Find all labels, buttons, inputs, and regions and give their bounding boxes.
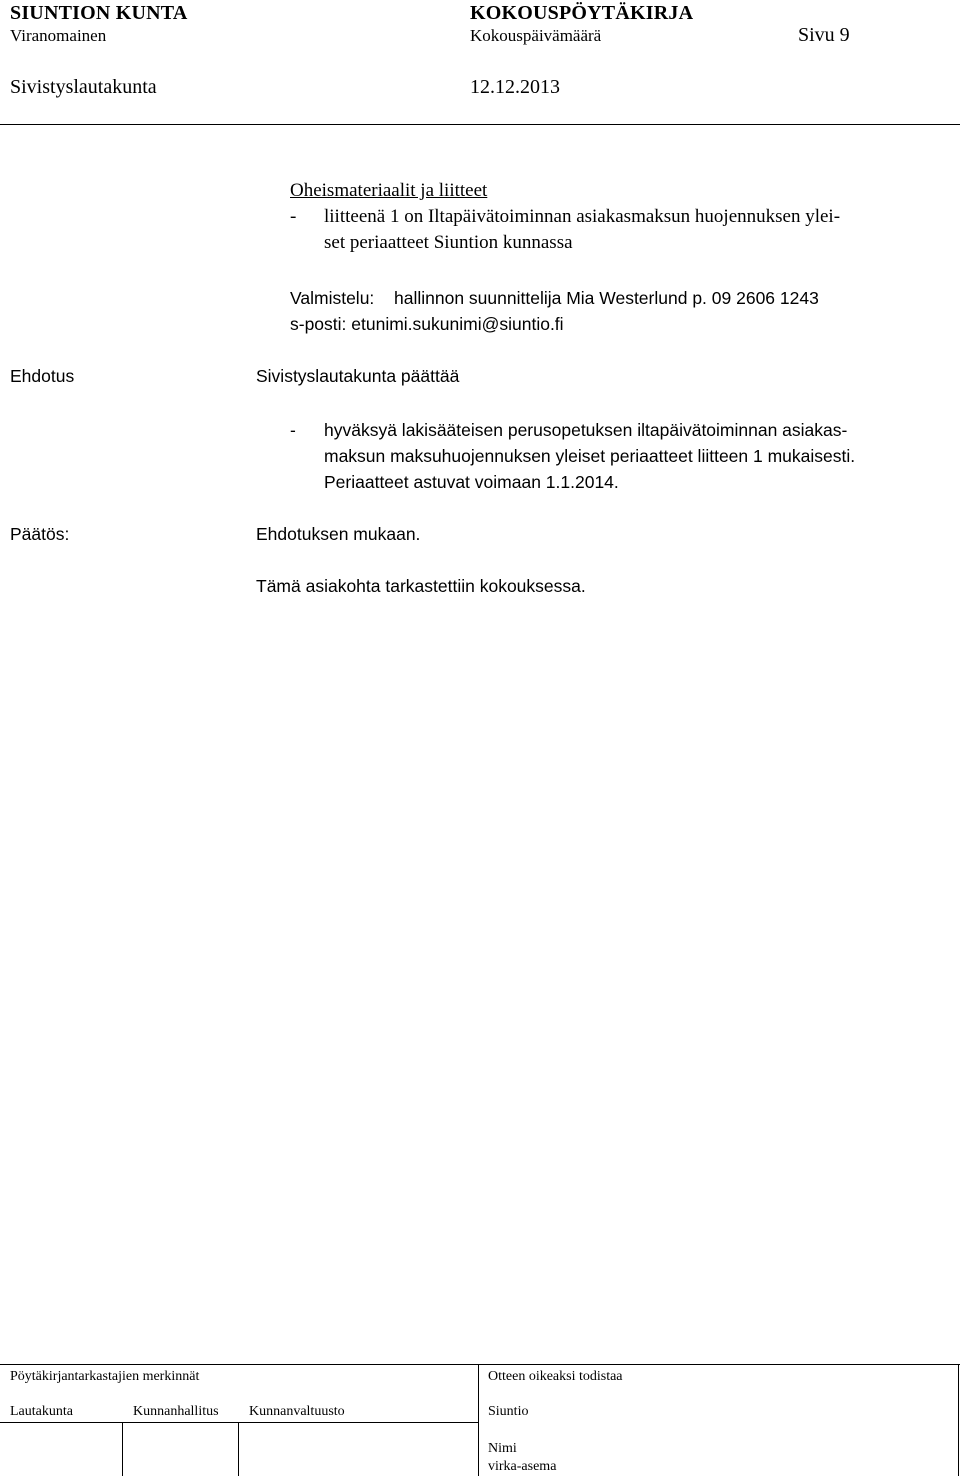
decision-note: Tämä asiakohta tarkastettiin kokouksessa.: [256, 576, 586, 596]
attachments-dash: -: [290, 206, 297, 227]
certified-label: Otteen oikeaksi todistaa: [488, 1369, 623, 1384]
document-type: KOKOUSPÖYTÄKIRJA: [470, 2, 694, 24]
footer-place: Siuntio: [488, 1404, 529, 1419]
footer-col-divider-2: [238, 1422, 239, 1476]
proposal-line-2: maksun maksuhuojennuksen yleiset periaatteet liitteen 1 mukaisesti.: [324, 446, 856, 466]
preparation-label: Valmistelu:: [290, 288, 375, 308]
footer-col-board: Lautakunta: [10, 1404, 73, 1419]
proposal-line-1: hyväksyä lakisääteisen perusopetuksen iltapäivätoiminnan asiakas-: [324, 420, 848, 440]
page-number: Sivu 9: [798, 24, 850, 46]
footer-col-executive: Kunnanhallitus: [133, 1404, 219, 1419]
decision-label: Päätös:: [10, 524, 70, 544]
footer-right-edge: [958, 1365, 959, 1476]
authority-label: Viranomainen: [10, 26, 107, 45]
footer-columns-rule: [0, 1422, 478, 1423]
proposal-intro: Sivistyslautakunta päättää: [256, 366, 460, 386]
attachments-line-1: liitteenä 1 on Iltapäivätoiminnan asiakasmaksun huojennuksen ylei-: [324, 206, 841, 227]
proposal-label: Ehdotus: [10, 366, 75, 386]
footer-center-divider: [478, 1365, 479, 1476]
signature-footer: [0, 1364, 960, 1476]
reviewers-label: Pöytäkirjantarkastajien merkinnät: [10, 1369, 200, 1384]
proposal-dash: -: [290, 420, 296, 440]
preparation-line-2: s-posti: etunimi.sukunimi@siuntio.fi: [290, 314, 564, 334]
decision-text: Ehdotuksen mukaan.: [256, 524, 421, 544]
footer-title-label: virka-asema: [488, 1459, 557, 1474]
attachments-heading: Oheismateriaalit ja liitteet: [290, 180, 488, 201]
municipality-name: SIUNTION KUNTA: [10, 2, 188, 24]
footer-name-label: Nimi: [488, 1441, 517, 1456]
preparation-line-1: hallinnon suunnittelija Mia Westerlund p. 09 2606 1243: [394, 288, 819, 308]
footer-col-divider-1: [122, 1422, 123, 1476]
footer-col-council: Kunnanvaltuusto: [249, 1404, 345, 1419]
proposal-line-3: Periaatteet astuvat voimaan 1.1.2014.: [324, 472, 619, 492]
attachments-line-2: set periaatteet Siuntion kunnassa: [324, 232, 573, 253]
authority-name: Sivistyslautakunta: [10, 76, 157, 98]
meeting-date: 12.12.2013: [470, 76, 560, 98]
header-divider: [0, 124, 960, 125]
date-label: Kokouspäivämäärä: [470, 26, 602, 45]
